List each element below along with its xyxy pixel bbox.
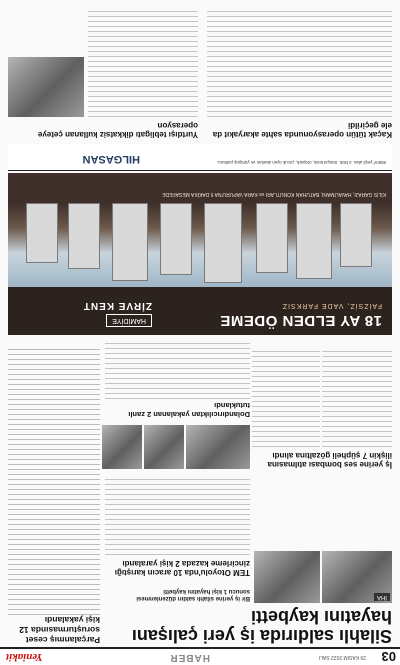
ad-building-image bbox=[8, 203, 392, 287]
ad-footer bbox=[8, 144, 392, 171]
article-body bbox=[252, 347, 320, 447]
ad-subtitle: FAİZSİZ, VADE FARKSIZ bbox=[281, 302, 382, 309]
building-icon bbox=[26, 203, 58, 263]
ad-caption: KİLİS GARAJI, HAVALİMANI, BATUHAN KONUTLARI ve KARA VAPURU'NA 5 DAKİKA MESAFEDE bbox=[162, 191, 386, 197]
article-body bbox=[88, 7, 198, 117]
lead-photo-2 bbox=[254, 551, 320, 603]
photo-credit: İHA bbox=[374, 593, 390, 601]
ad-brand: HAMİDİYE bbox=[106, 314, 152, 327]
section-label: HABER bbox=[169, 652, 210, 663]
page-date: 29 KASIM 2022 SALI bbox=[318, 654, 366, 660]
article-photo bbox=[144, 425, 184, 469]
ad-title: 18 AY ELDEN ÖDEME bbox=[219, 312, 382, 329]
lead-photo-1 bbox=[322, 551, 392, 603]
page-number: 03 bbox=[381, 649, 396, 664]
article-photo bbox=[102, 425, 142, 469]
building-icon bbox=[296, 203, 332, 279]
building-icon bbox=[204, 203, 242, 283]
article-title: İş yerine ses bombası atılmasına ilişkin 7 şüpheli gözaltına alındı bbox=[267, 451, 392, 469]
advertisement bbox=[8, 173, 392, 335]
ad-banner bbox=[8, 287, 392, 335]
article-title: Dolandırıcılıktan yakalanan 2 zanlı tutuklandı bbox=[128, 401, 250, 419]
page-header bbox=[0, 647, 400, 665]
side-headline: Parçalanmış ceset soruşturmasında 12 kişi yakalandı bbox=[19, 615, 100, 645]
building-icon bbox=[256, 203, 288, 273]
building-icon bbox=[160, 203, 192, 275]
building-icon bbox=[68, 203, 100, 269]
building-icon bbox=[340, 203, 372, 267]
article-body bbox=[207, 7, 392, 117]
company-logo: HILGASAN bbox=[82, 153, 140, 165]
lead-subheading: Bir iş yerine silahlı saldırı düzenlenmesi sonucu 1 kişi hayatını kaybetti bbox=[136, 588, 250, 601]
article-photo bbox=[186, 425, 250, 469]
company-info: 900m² yeşil alan. 4 blok. Sosyal tesis, otopark, çocuk oyun alanları ve yürüyüş parkuru. bbox=[216, 160, 386, 165]
newspaper-logo: Yeniakit bbox=[6, 651, 43, 663]
main-headline: Silahlı saldırıda iş yeri çalışanı hayatını kaybetti bbox=[131, 607, 392, 646]
article-title: Yurtdışı tebligatı dikkatsiz kullanan çeteye operasyon bbox=[37, 121, 198, 139]
article-photo bbox=[8, 57, 84, 117]
building-icon bbox=[112, 203, 148, 281]
right-column-text bbox=[8, 345, 100, 615]
article-body bbox=[105, 343, 250, 399]
ad-brand-name: ZİRVE KENT bbox=[82, 300, 152, 311]
article-title: Kaçak tütün operasyonunda sahte akaryakıt da ele geçirildi bbox=[212, 121, 392, 139]
article-body bbox=[105, 475, 250, 555]
article-body bbox=[322, 347, 392, 447]
article-title: TEM Otoyolu'nda 10 aracın karıştığı zincirleme kazada 2 kişi yaralandı bbox=[114, 559, 250, 577]
